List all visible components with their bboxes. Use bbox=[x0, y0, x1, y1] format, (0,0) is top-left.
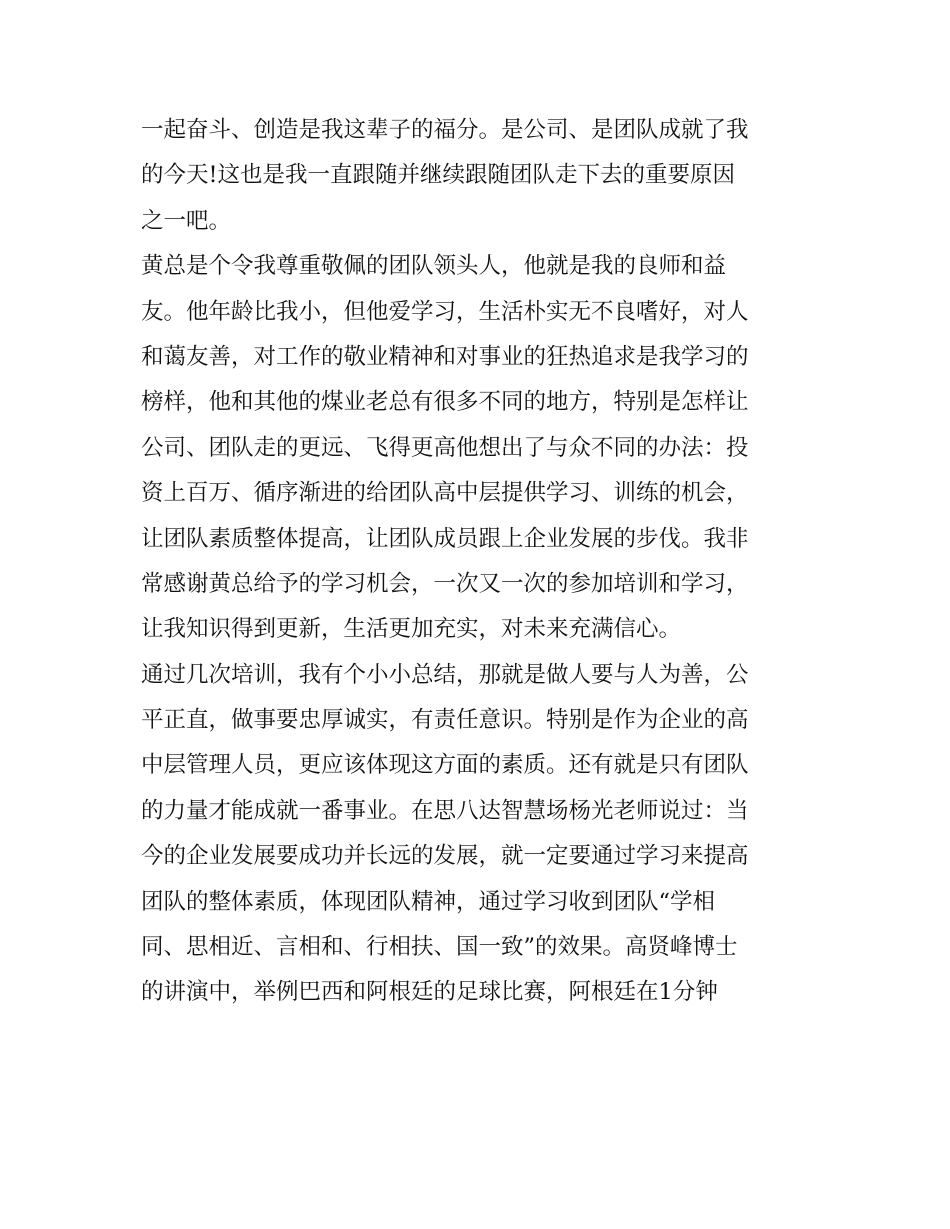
text-line: 同、思相近、言相和、行相扶、国一致”的效果。高贤峰博士 bbox=[141, 934, 738, 961]
text-line: 榜样，他和其他的煤业老总有很多不同的地方，特别是怎样让 bbox=[141, 389, 749, 416]
text-line: 常感谢黄总给予的学习机会，一次又一次的参加培训和学习， bbox=[141, 570, 749, 597]
text-line: 让团队素质整体提高，让团队成员跟上企业发展的步伐。我非 bbox=[141, 525, 749, 552]
text-line: 黄总是个令我尊重敬佩的团队领头人，他就是我的良师和益 bbox=[141, 253, 727, 280]
text-line: 之一吧。 bbox=[141, 207, 232, 234]
text-line: 团队的整体素质，体现团队精神，通过学习收到团队“学相 bbox=[141, 888, 716, 915]
text-line: 的力量才能成就一番事业。在思八达智慧场杨光老师说过：当 bbox=[141, 797, 749, 824]
text-line: 的讲演中，举例巴西和阿根廷的足球比赛，阿根廷在1分钟 bbox=[141, 979, 718, 1006]
text-line: 的今天!这也是我一直跟随并继续跟随团队走下去的重要原因 bbox=[141, 162, 736, 189]
text-line: 和蔼友善，对工作的敬业精神和对事业的狂热追求是我学习的 bbox=[141, 343, 749, 370]
document-body bbox=[141, 108, 821, 1016]
text-line: 平正直，做事要忠厚诚实，有责任意识。特别是作为企业的高 bbox=[141, 707, 749, 734]
text-line: 让我知识得到更新，生活更加充实，对未来充满信心。 bbox=[141, 616, 682, 643]
text-line: 资上百万、循序渐进的给团队高中层提供学习、训练的机会， bbox=[141, 480, 749, 507]
text-line: 公司、团队走的更远、飞得更高他想出了与众不同的办法：投 bbox=[141, 434, 749, 461]
text-line: 通过几次培训，我有个小小总结，那就是做人要与人为善，公 bbox=[141, 661, 749, 688]
text-line: 中层管理人员，更应该体现这方面的素质。还有就是只有团队 bbox=[141, 752, 749, 779]
text-line: 今的企业发展要成功并长远的发展，就一定要通过学习来提高 bbox=[141, 843, 749, 870]
text-line: 友。他年龄比我小，但他爱学习，生活朴实无不良嗜好，对人 bbox=[141, 298, 749, 325]
text-line: 一起奋斗、创造是我这辈子的福分。是公司、是团队成就了我 bbox=[141, 117, 749, 143]
